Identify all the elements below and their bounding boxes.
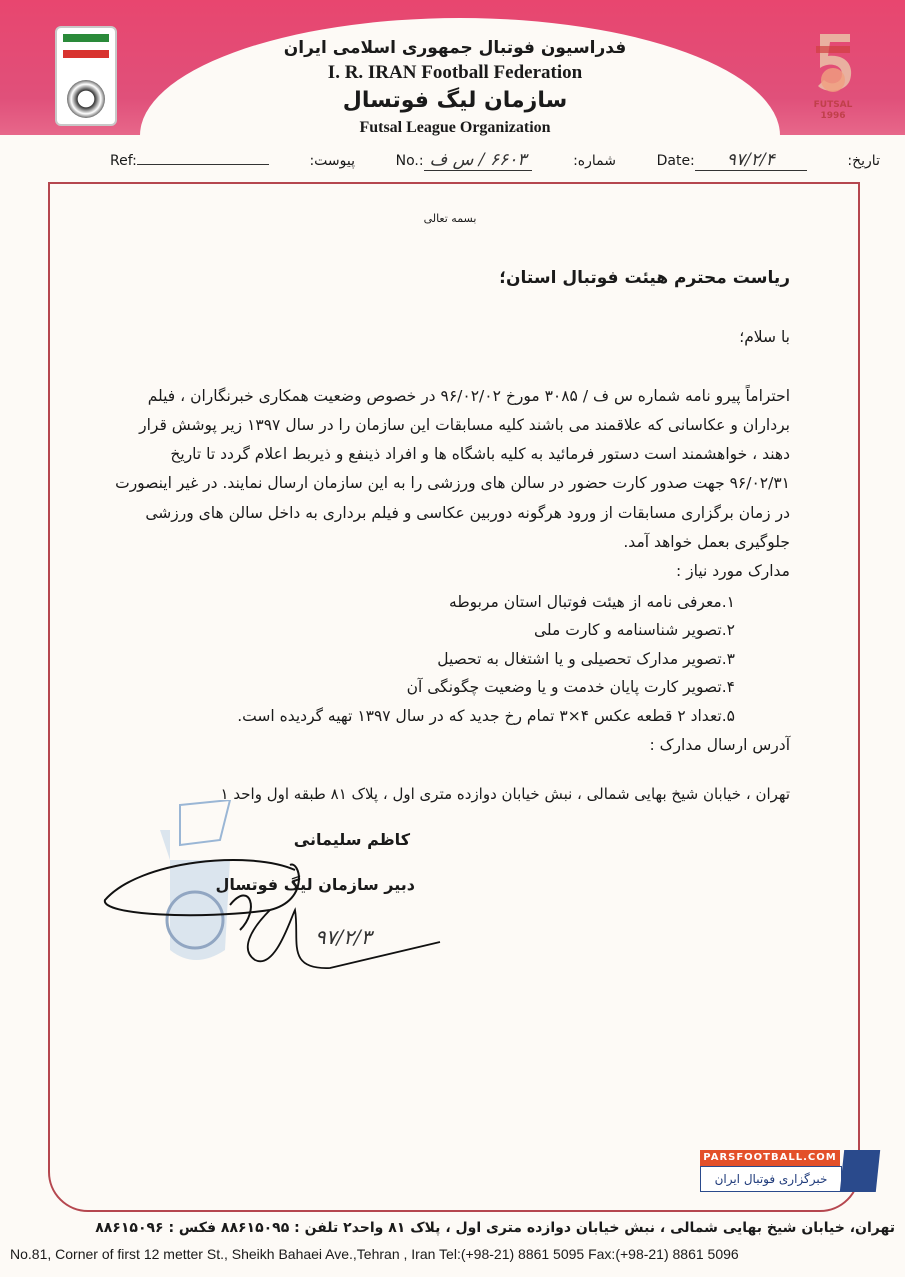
organization-title-fa: سازمان لیگ فوتسال (342, 88, 568, 113)
federation-title-fa: فدراسیون فوتبال جمهوری اسلامی ایران (283, 38, 627, 58)
paragraph-line: در زمان برگزاری مسابقات از ورود هرگونه دوربین عکاسی و فیلم برداری به داخل سالن های ورزشی (145, 504, 790, 522)
signature (100, 850, 450, 980)
greeting: با سلام؛ (739, 328, 790, 346)
doc-item: ۱.معرفی نامه از هیئت فوتبال استان مربوطه (449, 593, 735, 611)
no-value: ۶۶۰۳ / س ف (424, 150, 533, 171)
futsal-logo-text: FUTSAL 1996 (813, 100, 853, 121)
date-field (657, 150, 807, 171)
paragraph-line: ۹۶/۰۲/۳۱ جهت صدور کارت حضور در سالن های ورزشی را به این سازمان ارسال نمایند. در غیر اینصورت (115, 474, 790, 492)
doc-item: ۴.تصویر کارت پایان خدمت و یا وضعیت چگونگی آن (406, 678, 735, 696)
footer-address-en: No.81, Corner of first 12 metter St., Sheikh Bahaei Ave.,Tehran , Iran Tel:(+98-21) 8861 5095 Fax:(+98-21) 8861 5096 (10, 1246, 739, 1262)
parsfootball-watermark (690, 1150, 880, 1192)
date-value: ۹۷/۲/۴ (695, 150, 807, 171)
signer-name: کاظم سلیمانی (293, 830, 410, 849)
attachment-label: پیوست: (309, 153, 356, 169)
no-field (396, 150, 533, 171)
no-label: No.: (395, 153, 424, 169)
date-label-fa: تاریخ: (847, 153, 880, 169)
watermark-site: PARSFOOTBALL.COM (700, 1150, 840, 1166)
number-label: شماره: (573, 153, 616, 169)
paragraph-line: جلوگیری بعمل خواهد آمد. (623, 533, 790, 551)
paragraph-line: دهند ، خواهشمند است دستور فرمائید به کلیه باشگاه ها و افراد ذینفع و ذیربط اعلام گردد تا تاریخ (170, 445, 790, 463)
docs-heading: مدارک مورد نیاز : (675, 562, 790, 580)
futsal-league-logo (808, 28, 858, 98)
player-icon (840, 1150, 880, 1192)
addressee: ریاست محترم هیئت فوتبال استان؛ (499, 268, 790, 288)
letter-frame (48, 182, 860, 1212)
footer-address-fa: تهران، خیابان شیخ بهایی شمالی ، نبش خیابان دوازده متری اول ، پلاک ۸۱ واحد۲ تلفن : ۸۸۶۱۵۰۹۵ فکس : ۸۸۶۱۵۰۹۶ (95, 1220, 895, 1236)
date-label: Date: (656, 153, 695, 169)
ref-field (110, 153, 269, 169)
paragraph-line: برداران و عکاسانی که علاقمند می باشند کلیه مسابقات این سازمان را در سال ۱۳۹۷ زیر پوشش قرار (139, 416, 790, 434)
organization-title-en: Futsal League Organization (359, 119, 551, 136)
ref-label: Ref: (110, 153, 137, 169)
address-heading: آدرس ارسال مدارک : (649, 736, 790, 754)
signer-title: دبیر سازمان لیگ فوتسال (215, 875, 415, 894)
paragraph-line: احتراماً پیرو نامه شماره س ف / ۳۰۸۵ مورخ ۹۶/۰۲/۰۲ در خصوص وضعیت همکاری خبرنگاران ، فیلم (147, 387, 790, 405)
doc-item: ۳.تصویر مدارک تحصیلی و یا اشتغال به تحصیل (437, 650, 735, 668)
invocation: بسمه تعالی (423, 212, 477, 225)
letter-meta-row (110, 150, 880, 171)
doc-item: ۲.تصویر شناسنامه و کارت ملی (534, 621, 735, 639)
federation-logo (55, 26, 117, 126)
address: تهران ، خیابان شیخ بهایی شمالی ، نبش خیابان دوازده متری اول ، پلاک ۸۱ طبقه اول واحد ۱ (220, 785, 790, 803)
federation-title-en: I. R. IRAN Football Federation (327, 62, 583, 83)
signature-date: ۹۷/۲/۳ (315, 925, 372, 949)
doc-item: ۵.تعداد ۲ قطعه عکس ۴×۳ تمام رخ جدید که در سال ۱۳۹۷ تهیه گردیده است. (237, 707, 735, 725)
watermark-name: خبرگزاری فوتبال ایران (700, 1166, 842, 1192)
